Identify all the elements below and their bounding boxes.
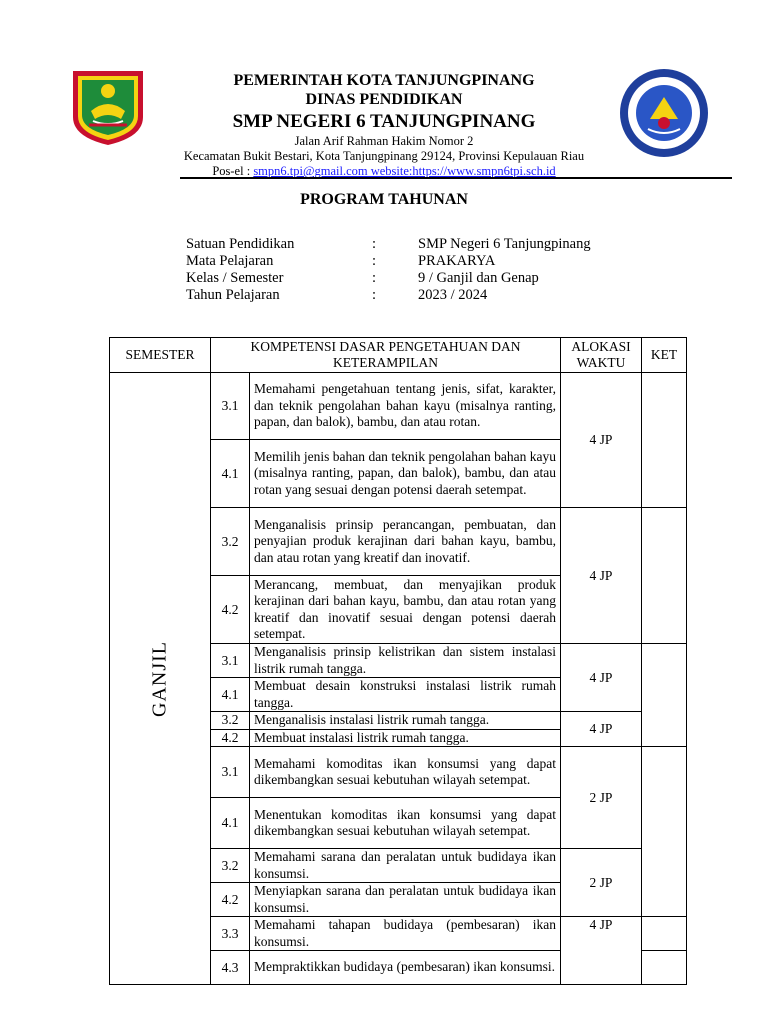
kd-text: Memahami pengetahuan tentang jenis, sifat, karakter, dan teknik pengolahan bahan kayu (misalnya ranting, papan, dan balok), bambu, dan atau rotan. — [250, 373, 561, 440]
info-row — [186, 236, 678, 253]
info-row — [186, 270, 678, 287]
info-row — [186, 287, 678, 304]
kd-number: 3.2 — [211, 712, 250, 730]
alokasi-cell: 4 JP — [561, 917, 642, 985]
alokasi-cell: 2 JP — [561, 849, 642, 917]
kd-text: Merancang, membuat, dan menyajikan produk kerajinan dari bahan kayu, bambu, dan atau rotan yang kreatif dan inovatif sesuai dengan potensi daerah setempat. — [250, 576, 561, 644]
info-key: Mata Pelajaran — [186, 253, 274, 269]
table-row — [110, 373, 687, 440]
kd-text: Menyiapkan sarana dan peralatan untuk budidaya ikan konsumsi. — [250, 883, 561, 917]
kd-text: Menganalisis instalasi listrik rumah tangga. — [250, 712, 561, 730]
kd-number: 4.3 — [211, 951, 250, 985]
alokasi-cell: 4 JP — [561, 712, 642, 747]
address-line-2: Kecamatan Bukit Bestari, Kota Tanjungpinang 29124, Provinsi Kepulauan Riau — [183, 149, 585, 163]
kd-text: Memahami tahapan budidaya (pembesaran) ikan konsumsi. — [250, 917, 561, 951]
ket-cell — [642, 373, 687, 508]
ket-cell — [642, 917, 687, 951]
info-value: 2023 / 2024 — [418, 287, 488, 303]
annual-program-table — [109, 337, 687, 985]
email-prefix: Pos-el : — [212, 164, 254, 178]
alokasi-cell: 4 JP — [561, 508, 642, 644]
school-seal-logo — [618, 67, 710, 159]
kd-text: Menganalisis prinsip perancangan, pembuatan, dan penyajian produk kerajinan dari bahan kayu, bambu, dan atau rotan yang kreatif dan inovatif. — [250, 508, 561, 576]
school-name: SMP NEGERI 6 TANJUNGPINANG — [232, 111, 536, 132]
info-value: 9 / Ganjil dan Genap — [418, 270, 539, 286]
semester-label: GANJIL — [148, 640, 171, 717]
ket-cell — [642, 508, 687, 644]
kd-number: 4.1 — [211, 678, 250, 712]
department-name: DINAS PENDIDIKAN — [305, 91, 463, 108]
header-semester: SEMESTER — [110, 338, 211, 373]
semester-cell — [110, 373, 211, 985]
kd-number: 3.1 — [211, 747, 250, 798]
info-row — [186, 253, 678, 270]
kd-text: Menentukan komoditas ikan konsumsi yang dapat dikembangkan sesuai kebutuhan wilayah setempat. — [250, 798, 561, 849]
kd-number: 3.2 — [211, 508, 250, 576]
info-key: Tahun Pelajaran — [186, 287, 280, 303]
info-colon: : — [372, 287, 377, 303]
header-divider — [180, 177, 732, 179]
kd-text: Membuat instalasi listrik rumah tangga. — [250, 729, 561, 747]
kd-number: 4.2 — [211, 576, 250, 644]
info-key: Satuan Pendidikan — [186, 236, 295, 252]
info-key: Kelas / Semester — [186, 270, 284, 286]
kd-number: 3.1 — [211, 644, 250, 678]
kd-number: 4.2 — [211, 883, 250, 917]
kd-number: 3.3 — [211, 917, 250, 951]
address-line-1: Jalan Arif Rahman Hakim Nomor 2 — [294, 134, 474, 148]
kd-text: Memahami komoditas ikan konsumsi yang dapat dikembangkan sesuai kebutuhan wilayah setempat. — [250, 747, 561, 798]
kd-text: Memilih jenis bahan dan teknik pengolahan bahan kayu (misalnya ranting, papan, dan balok), bambu, dan atau rotan yang sesuai dengan potensi daerah setempat. — [250, 440, 561, 508]
ket-cell — [642, 747, 687, 917]
kd-number: 4.2 — [211, 729, 250, 747]
kd-text: Menganalisis prinsip kelistrikan dan sistem instalasi listrik rumah tangga. — [250, 644, 561, 678]
alokasi-cell: 2 JP — [561, 747, 642, 849]
header-alokasi-waktu: ALOKASI WAKTU — [561, 338, 642, 373]
header-ket: KET — [642, 338, 687, 373]
info-colon: : — [372, 253, 377, 269]
kd-text: Mempraktikkan budidaya (pembesaran) ikan konsumsi. — [250, 951, 561, 985]
info-colon: : — [372, 270, 377, 286]
kd-number: 4.1 — [211, 798, 250, 849]
ket-cell — [642, 644, 687, 747]
kd-text: Memahami sarana dan peralatan untuk budidaya ikan konsumsi. — [250, 849, 561, 883]
kd-text: Membuat desain konstruksi instalasi listrik rumah tangga. — [250, 678, 561, 712]
kd-number: 3.1 — [211, 373, 250, 440]
government-name: PEMERINTAH KOTA TANJUNGPINANG — [233, 72, 535, 89]
alokasi-cell: 4 JP — [561, 644, 642, 712]
alokasi-cell: 4 JP — [561, 373, 642, 508]
document-info — [186, 236, 678, 304]
header-kompetensi-dasar: KOMPETENSI DASAR PENGETAHUAN DAN KETERAMPILAN — [211, 338, 561, 373]
tanjungpinang-city-emblem-logo — [69, 67, 147, 147]
document-title: PROGRAM TAHUNAN — [300, 191, 468, 208]
info-value: SMP Negeri 6 Tanjungpinang — [418, 236, 591, 252]
info-colon: : — [372, 236, 377, 252]
kd-number: 3.2 — [211, 849, 250, 883]
email-website-link[interactable]: smpn6.tpi@gmail.com website:https://www.smpn6tpi.sch.id — [253, 164, 556, 178]
kd-number: 4.1 — [211, 440, 250, 508]
ket-cell — [642, 951, 687, 985]
letterhead — [0, 64, 768, 184]
info-value: PRAKARYA — [418, 253, 496, 269]
table-header-row — [110, 338, 687, 373]
